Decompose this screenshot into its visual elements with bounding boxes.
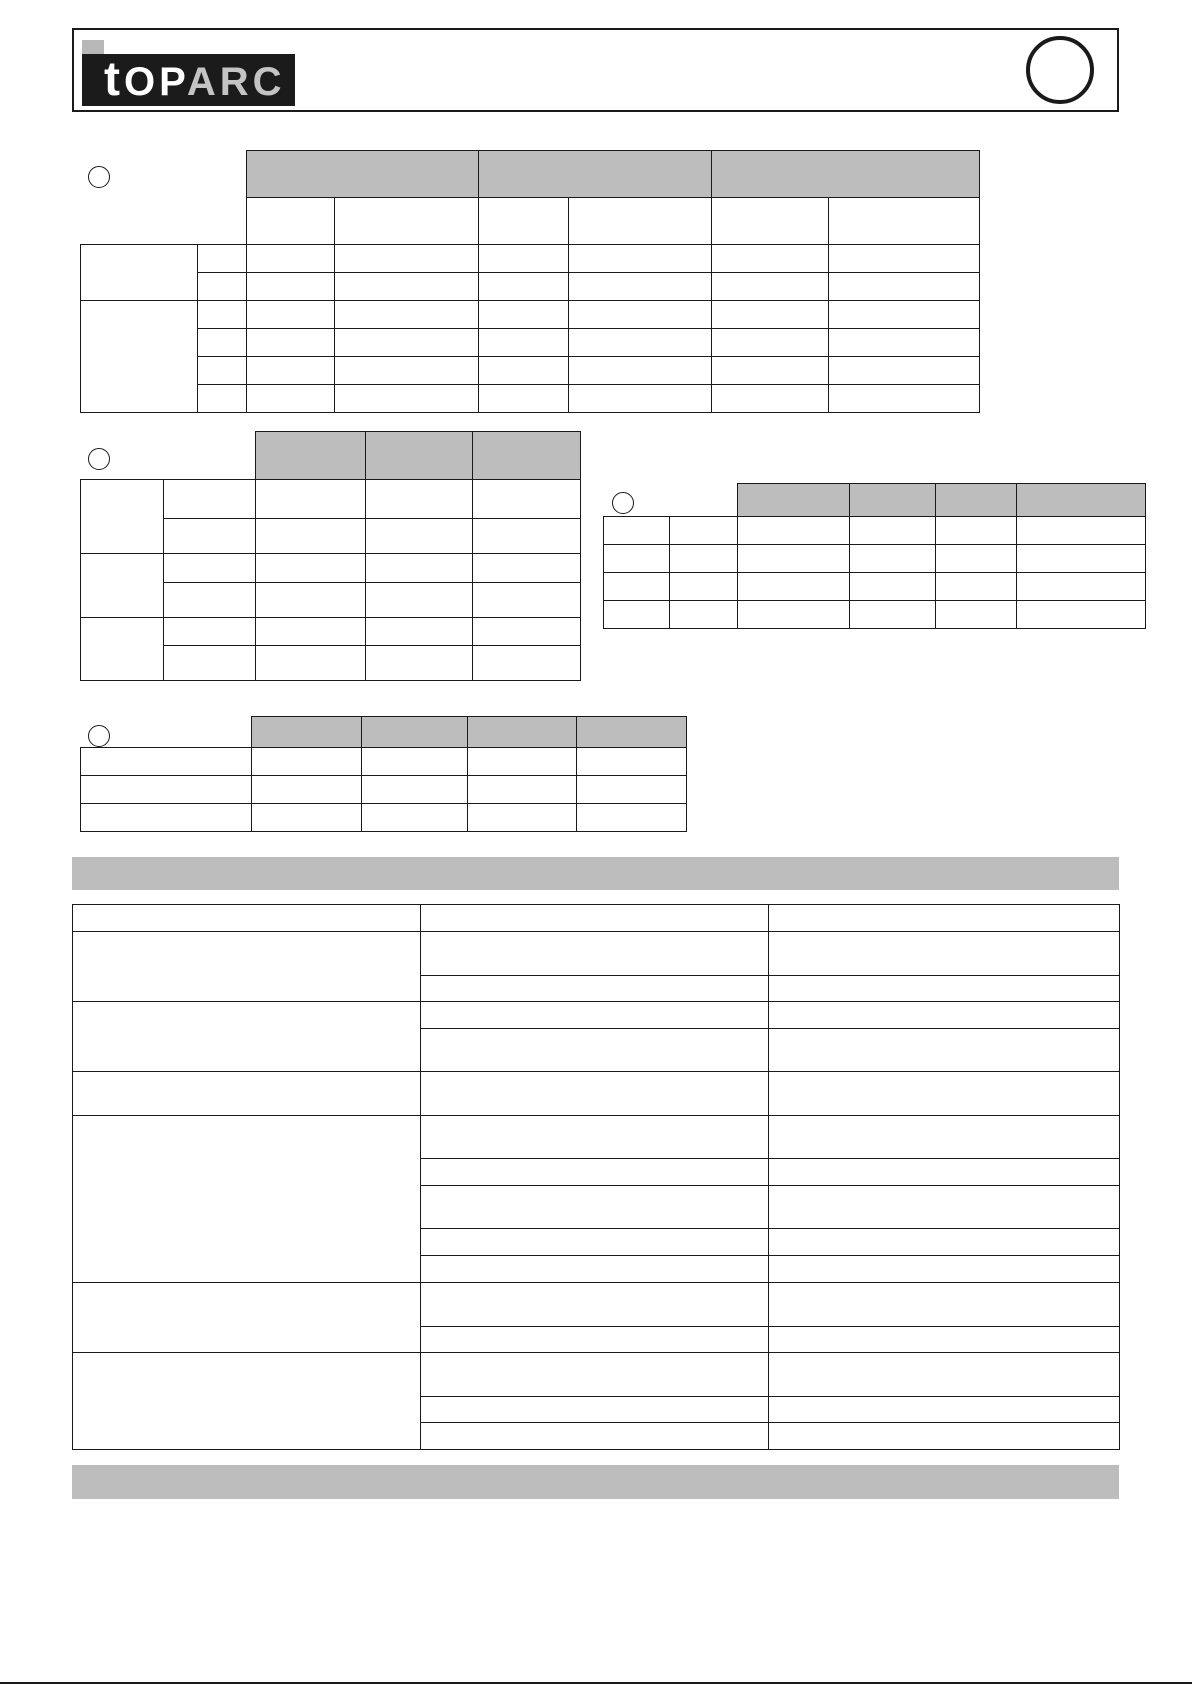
section-band-specifications [72, 857, 1119, 890]
table-c-cell [604, 601, 670, 629]
table-a-cell [335, 329, 479, 357]
table-c-cell [1017, 573, 1146, 601]
table-e-group [73, 1283, 421, 1353]
table-a-group-header-3 [712, 151, 980, 198]
table-a-cell [198, 385, 247, 413]
table-c-cell [1017, 545, 1146, 573]
table-a-cell [569, 245, 712, 273]
table-b [80, 431, 581, 681]
table-a-cell [247, 245, 335, 273]
table-e-header [769, 905, 1120, 932]
table-e-cell [769, 1423, 1120, 1450]
table-a-cell [335, 301, 479, 329]
table-e-header [421, 905, 769, 932]
table-c-cell [738, 517, 850, 545]
page-bottom-rule [0, 1682, 1192, 1684]
table-d-cell [577, 776, 687, 804]
table-c-header [738, 484, 850, 517]
table-e-cell [421, 976, 769, 1002]
table-b-cell [473, 583, 581, 618]
table-c-cell [670, 517, 738, 545]
table-c-cell [850, 573, 936, 601]
table-a-cell [569, 273, 712, 301]
table-e-cell [769, 1159, 1120, 1186]
table-e-cell [769, 1327, 1120, 1353]
table-a-cell [479, 245, 569, 273]
table-a-cell [479, 329, 569, 357]
table-b-cell [366, 583, 473, 618]
table-e-cell [421, 1186, 769, 1229]
table-d-header [362, 717, 468, 748]
table-d-header [468, 717, 577, 748]
table-d-cell [252, 776, 362, 804]
table-e-header [73, 905, 421, 932]
table-a-cell [712, 357, 829, 385]
table-c-cell [936, 517, 1017, 545]
table-c-cell [604, 545, 670, 573]
table-c-cell [936, 573, 1017, 601]
table-a-cell [198, 301, 247, 329]
table-b-cell [164, 519, 256, 554]
table-b-cell [366, 618, 473, 646]
table-e-cell [769, 1072, 1120, 1116]
table-e-cell [421, 1229, 769, 1256]
table-a-cell [829, 301, 980, 329]
table-b-header [473, 432, 581, 480]
table-e-cell [421, 1327, 769, 1353]
table-d-cell [577, 804, 687, 832]
table-a-cell [247, 273, 335, 301]
table-d-cell [81, 804, 252, 832]
table-a-cell [569, 301, 712, 329]
table-e-cell [769, 1229, 1120, 1256]
table-e [72, 904, 1120, 1450]
table-a-row-group-1 [81, 245, 198, 301]
table-b-cell [256, 583, 366, 618]
table-e-cell [421, 1283, 769, 1327]
table-e-cell [769, 1256, 1120, 1283]
table-c-cell [850, 601, 936, 629]
table-a-cell [198, 245, 247, 273]
table-a-cell [335, 385, 479, 413]
table-e-cell [769, 1186, 1120, 1229]
table-e-group [73, 1116, 421, 1283]
table-a-cell [569, 329, 712, 357]
table-e-group [73, 932, 421, 1002]
table-a-cell [198, 357, 247, 385]
table-a-cell [247, 385, 335, 413]
table-c-cell [850, 545, 936, 573]
table-a-cell [712, 273, 829, 301]
table-e-cell [421, 1423, 769, 1450]
table-a-subheader [335, 198, 479, 245]
table-c-cell [670, 545, 738, 573]
table-e-group [73, 1072, 421, 1116]
table-e-cell [421, 1397, 769, 1423]
table-d-cell [81, 776, 252, 804]
section-band-notes [72, 1465, 1119, 1499]
table-a-subheader [569, 198, 712, 245]
table-e-cell [769, 1116, 1120, 1159]
table-e-cell [421, 1353, 769, 1397]
table-d-cell [362, 776, 468, 804]
table-b-cell [473, 646, 581, 681]
table-d-cell [468, 776, 577, 804]
table-c-cell [670, 573, 738, 601]
table-b-cell [473, 618, 581, 646]
table-e-cell [769, 932, 1120, 976]
table-d-corner [81, 717, 252, 748]
table-e-cell [769, 1353, 1120, 1397]
table-d-cell [252, 804, 362, 832]
table-e-cell [769, 976, 1120, 1002]
table-b-cell [164, 583, 256, 618]
table-e-group [73, 1353, 421, 1450]
table-a-row-group-2 [81, 301, 198, 413]
table-c-cell [1017, 517, 1146, 545]
table-a-cell [829, 273, 980, 301]
table-e-cell [769, 1002, 1120, 1029]
table-d [80, 716, 687, 832]
table-b-cell [256, 646, 366, 681]
table-b-cell [366, 646, 473, 681]
table-a-group-header-2 [479, 151, 712, 198]
table-c-cell [850, 517, 936, 545]
table-d-cell [468, 804, 577, 832]
table-e-cell [421, 1159, 769, 1186]
table-b-header [256, 432, 366, 480]
table-a-cell [335, 245, 479, 273]
table-a-cell [712, 301, 829, 329]
table-c-cell [936, 545, 1017, 573]
table-a-cell [479, 357, 569, 385]
table-a-cell [829, 385, 980, 413]
table-e-group [73, 1002, 421, 1072]
table-b-cell [256, 618, 366, 646]
table-b-cell [473, 480, 581, 519]
table-b-row-group-1 [81, 480, 164, 554]
table-c-header [1017, 484, 1146, 517]
table-a-subheader [712, 198, 829, 245]
table-b-corner [81, 432, 256, 480]
table-b-cell [256, 480, 366, 519]
table-a-cell [829, 357, 980, 385]
table-e-cell [421, 1002, 769, 1029]
table-b-cell [473, 519, 581, 554]
table-c-cell [1017, 601, 1146, 629]
table-c [603, 483, 1146, 629]
table-a-subheader [829, 198, 980, 245]
table-d-header [577, 717, 687, 748]
table-c-cell [738, 545, 850, 573]
table-d-cell [362, 804, 468, 832]
table-c-cell [604, 573, 670, 601]
table-a-cell [479, 273, 569, 301]
table-e-cell [421, 1256, 769, 1283]
table-a-cell [829, 245, 980, 273]
table-a-cell [335, 273, 479, 301]
toparc-logo: tOPARC [104, 53, 286, 106]
table-a-cell [479, 301, 569, 329]
table-b-cell [366, 554, 473, 583]
table-e-cell [769, 1283, 1120, 1327]
table-a [80, 150, 980, 413]
table-b-row-group-2 [81, 554, 164, 618]
table-a-cell [198, 273, 247, 301]
table-d-cell [468, 748, 577, 776]
table-c-corner [604, 484, 738, 517]
table-a-cell [335, 357, 479, 385]
table-b-cell [366, 519, 473, 554]
table-a-cell [479, 385, 569, 413]
table-e-cell [421, 1072, 769, 1116]
table-a-cell [712, 245, 829, 273]
table-b-cell [164, 618, 256, 646]
table-b-cell [164, 554, 256, 583]
table-c-header [936, 484, 1017, 517]
table-b-header [366, 432, 473, 480]
table-a-cell [247, 357, 335, 385]
table-a-cell [829, 329, 980, 357]
table-e-cell [769, 1397, 1120, 1423]
table-a-corner [81, 151, 247, 245]
table-c-cell [936, 601, 1017, 629]
table-b-cell [256, 554, 366, 583]
table-b-cell [164, 480, 256, 519]
table-a-cell [569, 385, 712, 413]
table-e-cell [769, 1029, 1120, 1072]
table-c-cell [738, 573, 850, 601]
table-a-cell [198, 329, 247, 357]
table-a-subheader [247, 198, 335, 245]
table-c-cell [738, 601, 850, 629]
table-d-cell [362, 748, 468, 776]
table-b-cell [366, 480, 473, 519]
table-a-group-header-1 [247, 151, 479, 198]
table-a-cell [247, 329, 335, 357]
table-a-cell [712, 329, 829, 357]
table-a-cell [569, 357, 712, 385]
table-c-cell [670, 601, 738, 629]
table-a-cell [712, 385, 829, 413]
table-d-header [252, 717, 362, 748]
table-e-cell [421, 1116, 769, 1159]
table-d-cell [252, 748, 362, 776]
table-d-cell [577, 748, 687, 776]
table-c-cell [604, 517, 670, 545]
table-b-cell [473, 554, 581, 583]
table-d-cell [81, 748, 252, 776]
table-b-cell [256, 519, 366, 554]
table-a-subheader [479, 198, 569, 245]
table-c-header [850, 484, 936, 517]
table-e-cell [421, 932, 769, 976]
table-e-cell [421, 1029, 769, 1072]
table-b-cell [164, 646, 256, 681]
table-b-row-group-3 [81, 618, 164, 681]
language-badge-circle [1026, 36, 1094, 104]
table-a-cell [247, 301, 335, 329]
